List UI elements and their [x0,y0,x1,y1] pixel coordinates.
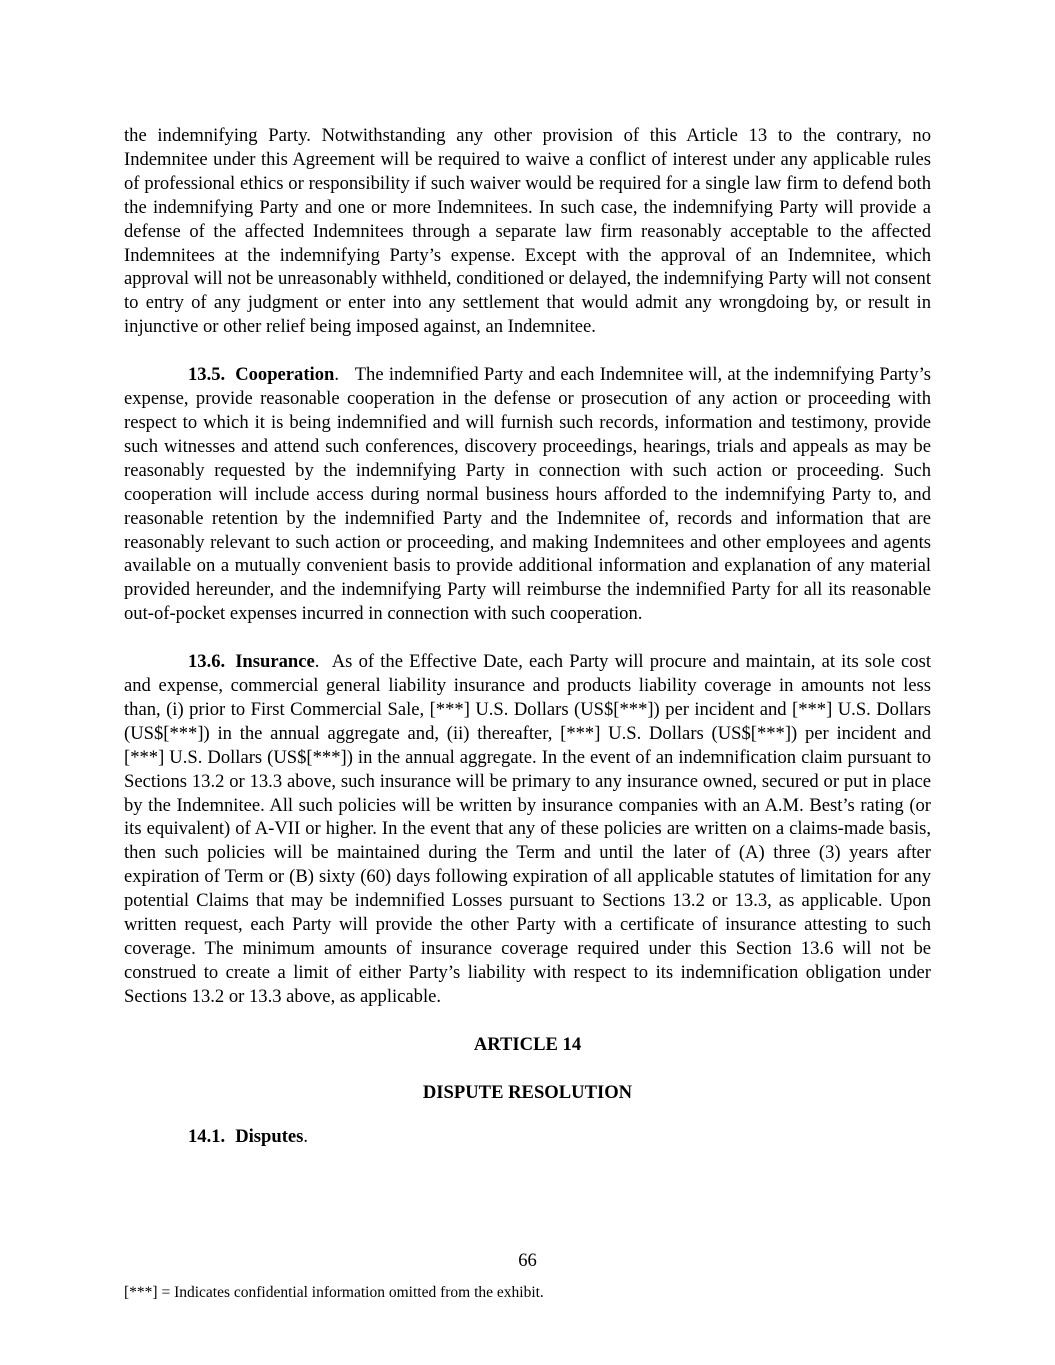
section-13-5-heading: Cooperation [235,364,335,386]
page-number: 66 [518,1250,537,1271]
section-14-1-heading: Disputes [235,1125,304,1147]
section-14-1-number: 14.1. [188,1125,226,1147]
section-13-5-heading-punct: . [334,364,340,386]
section-13-6 [124,650,931,1009]
article-14-title: ARTICLE 14 [473,1033,582,1055]
continuation-paragraph: the indemnifying Party. Notwithstanding any other provision of this Article 13 to the contrary, no Indemnitee under this Agreement will be required to waive a conflict of interest under any applicable rules of professional ethics or responsibility if such waiver would be required for a single law firm to defend both the indemnifying Party and one or more Indemnitees. In such case, the indemnifying Party will provide a defense of the affected Indemnitees through a separate law firm reasonably acceptable to the affected Indemnitees at the indemnifying Party’s expense. Except with the approval of an Indemnitee, which approval will not be unreasonably withheld, conditioned or delayed, the indemnifying Party will not consent to entry of any judgment or enter into any settlement that would admit any wrongdoing by, or result in injunctive or other relief being imposed against, an Indemnitee. [124,125,931,338]
section-13-5-body: The indemnified Party and each Indemnitee will, at the indemnifying Party’s expense, provide reasonable cooperation in the defense or prosecution of any action or proceeding with respect to which it is being indemnified and will furnish such records, information and testimony, provide such witnesses and attend such conferences, discovery proceedings, hearings, trials and appeals as may be reasonably requested by the indemnifying Party in connection with such action or proceeding. Such cooperation will include access during normal business hours afforded to the indemnifying Party to, and reasonable retention by the indemnified Party and the Indemnitee of, records and information that are reasonably relevant to such action or proceeding, and making Indemnitees and other employees and agents available on a mutually convenient basis to provide additional information and explanation of any material provided hereunder, and the indemnifying Party will reimburse the indemnified Party for all its reasonable out-of-pocket expenses incurred in connection with such cooperation. [124,364,931,625]
section-13-6-number: 13.6. [188,651,226,673]
section-13-5 [124,363,931,626]
section-13-6-body: As of the Effective Date, each Party will procure and maintain, at its sole cost and expense, commercial general liability insurance and products liability coverage in amounts not less than, (i) prior to First Commercial Sale, [***] U.S. Dollars (US$[***]) per incident and [***] U.S. Dollars (US$[***]) in the annual aggregate and, (ii) thereafter, [***] U.S. Dollars (US$[***]) per incident and [***] U.S. Dollars (US$[***]) in the annual aggregate. In the event of an indemnification claim pursuant to Sections 13.2 or 13.3 above, such insurance will be primary to any insurance owned, secured or put in place by the Indemnitee. All such policies will be written by insurance companies with an A.M. Best’s rating (or its equivalent) of A-VII or higher. In the event that any of these policies are written on a claims-made basis, then such policies will be maintained during the Term and until the later of (A) three (3) years after expiration of Term or (B) sixty (60) days following expiration of all applicable statutes of limitation for any potential Claims that may be indemnified Losses pursuant to Sections 13.2 or 13.3, as applicable. Upon written request, each Party will provide the other Party with a certificate of insurance attesting to such coverage. The minimum amounts of insurance coverage required under this Section 13.6 will not be construed to create a limit of either Party’s liability with respect to its indemnification obligation under Sections 13.2 or 13.3 above, as applicable. [124,651,931,1007]
section-14-1-heading-punct: . [303,1125,309,1147]
document-body [124,124,931,1148]
confidentiality-footnote: [***] = Indicates confidential information omitted from the exhibit. [124,1284,544,1301]
article-14-subtitle: DISPUTE RESOLUTION [422,1081,633,1103]
section-14-1 [124,1125,931,1149]
section-13-5-number: 13.5. [188,364,226,386]
section-13-6-heading: Insurance [235,651,315,673]
section-13-6-heading-punct: . [314,651,320,673]
